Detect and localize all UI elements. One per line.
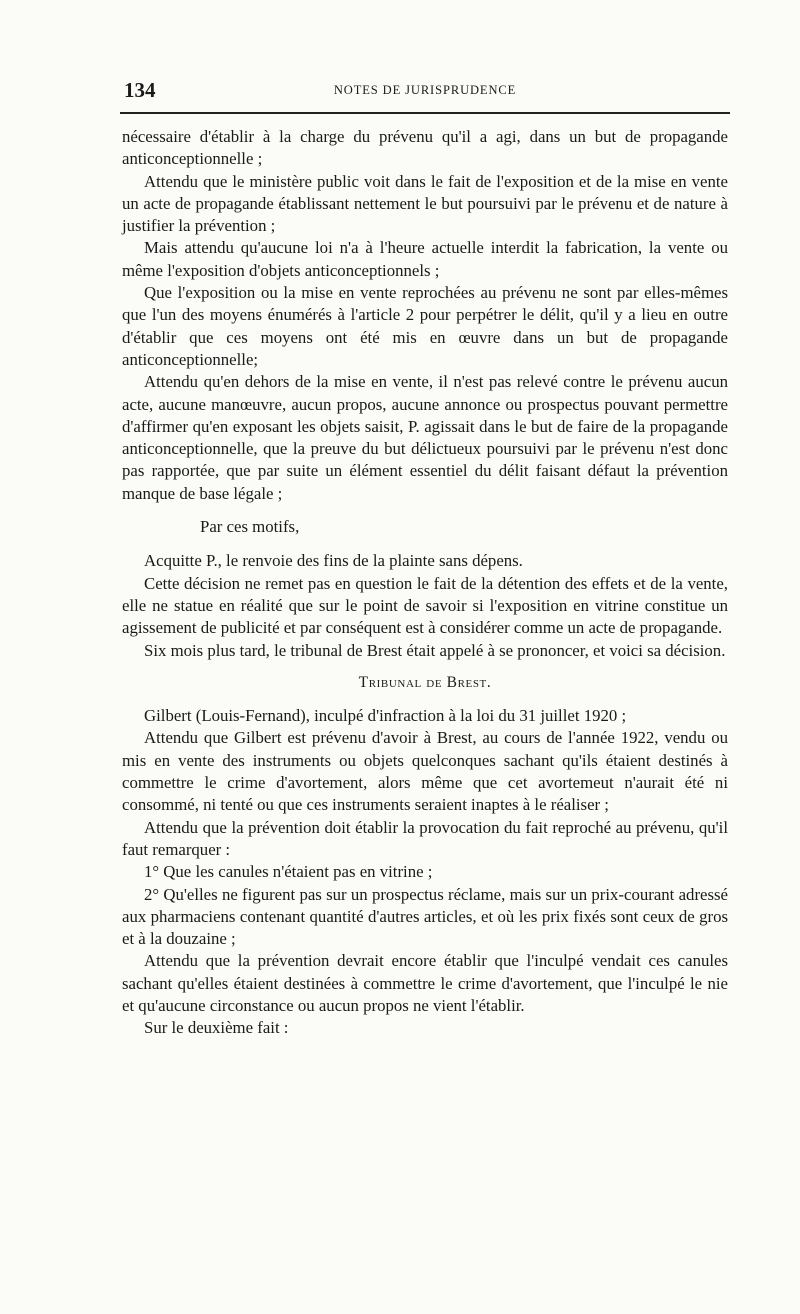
motifs-heading: Par ces motifs,: [200, 517, 300, 537]
running-title: NOTES DE JURISPRUDENCE: [333, 83, 517, 97]
list-item: 1° Que les canules n'étaient pas en vitrine ;: [144, 862, 433, 882]
paragraph: Mais attendu qu'aucune loi n'a à l'heure actuelle interdit la fabrication, la vente ou même l'exposition d'objets anticonceptionnels ;: [122, 238, 728, 280]
list-item: 2° Qu'elles ne figurent pas sur un prospectus réclame, mais sur un prix-courant adressé aux pharmaciens contenant quantité d'autres articles, et où les prix fixés sont ceux de gros et à la douzaine ;: [122, 884, 728, 949]
paragraph: Acquitte P., le renvoie des fins de la plainte sans dépens.: [144, 551, 523, 571]
page-number: 134: [124, 78, 156, 102]
paragraph-continuation: nécessaire d'établir à la charge du prévenu qu'il a agi, dans un but de propagande anticonceptionnelle ;: [122, 127, 728, 169]
paragraph: Attendu qu'en dehors de la mise en vente, il n'est pas relevé contre le prévenu aucun acte, aucune manœuvre, aucun propos, aucune annonce ou prospectus pouvant permettre d'affirmer qu'en exposant les objets saisit, P. agissait dans le but de faire de la propagande anticonceptionnelle, que la preuve du but délictueux poursuivi par le prévenu n'est donc pas rapportée, que par suite un élément essentiel du délit faisant défaut la prévention manque de base légale ;: [122, 372, 728, 503]
header-rule: [120, 112, 730, 114]
court-heading: Tribunal de Brest.: [358, 673, 492, 691]
paragraph: Attendu que la prévention doit établir la provocation du fait reproché au prévenu, qu'il faut remarquer :: [122, 817, 728, 859]
paragraph: Cette décision ne remet pas en question le fait de la détention des effets et de la vente, elle ne statue en réalité que sur le point de savoir si l'exposition en vitrine constitue un agissement de publicité et par conséquent est à considérer comme un acte de propagande.: [122, 573, 728, 638]
paragraph: Attendu que Gilbert est prévenu d'avoir à Brest, au cours de l'année 1922, vendu ou mis en vente des instruments ou objets quelconques sachant qu'ils étaient destinés à commettre le crime d'avortement, alors même que cet avortemeut n'aurait été ni consommé, ni tenté ou que ces instruments seraient inaptes à le réaliser ;: [122, 728, 728, 815]
page-header: [120, 78, 730, 102]
paragraph: Attendu que la prévention devrait encore établir que l'inculpé vendait ces canules sachant qu'elles étaient destinées à commettre le crime d'avortement, que l'inculpé le nie et qu'aucune circonstance ou aucun propos ne vient l'établir.: [122, 951, 728, 1015]
body-text: [122, 126, 728, 1040]
case-caption: Gilbert (Louis-Fernand), inculpé d'infraction à la loi du 31 juillet 1920 ;: [144, 706, 627, 726]
paragraph: Sur le deuxième fait :: [144, 1018, 289, 1038]
paragraph: Six mois plus tard, le tribunal de Brest était appelé à se prononcer, et voici sa décision.: [144, 640, 726, 660]
paragraph: Attendu que le ministère public voit dans le fait de l'exposition et de la mise en vente un acte de propagande établissant nettement le but poursuivi par le prévenu et de nature à justifier la prévention ;: [122, 171, 728, 236]
paragraph: Que l'exposition ou la mise en vente reprochées au prévenu ne sont par elles-mêmes que l'un des moyens énumérés à l'article 2 pour perpétrer le délit, qu'il y a lieu en outre d'établir que ces moyens ont été mis en œuvre dans un but de propagande anticonceptionnelle;: [122, 283, 728, 369]
